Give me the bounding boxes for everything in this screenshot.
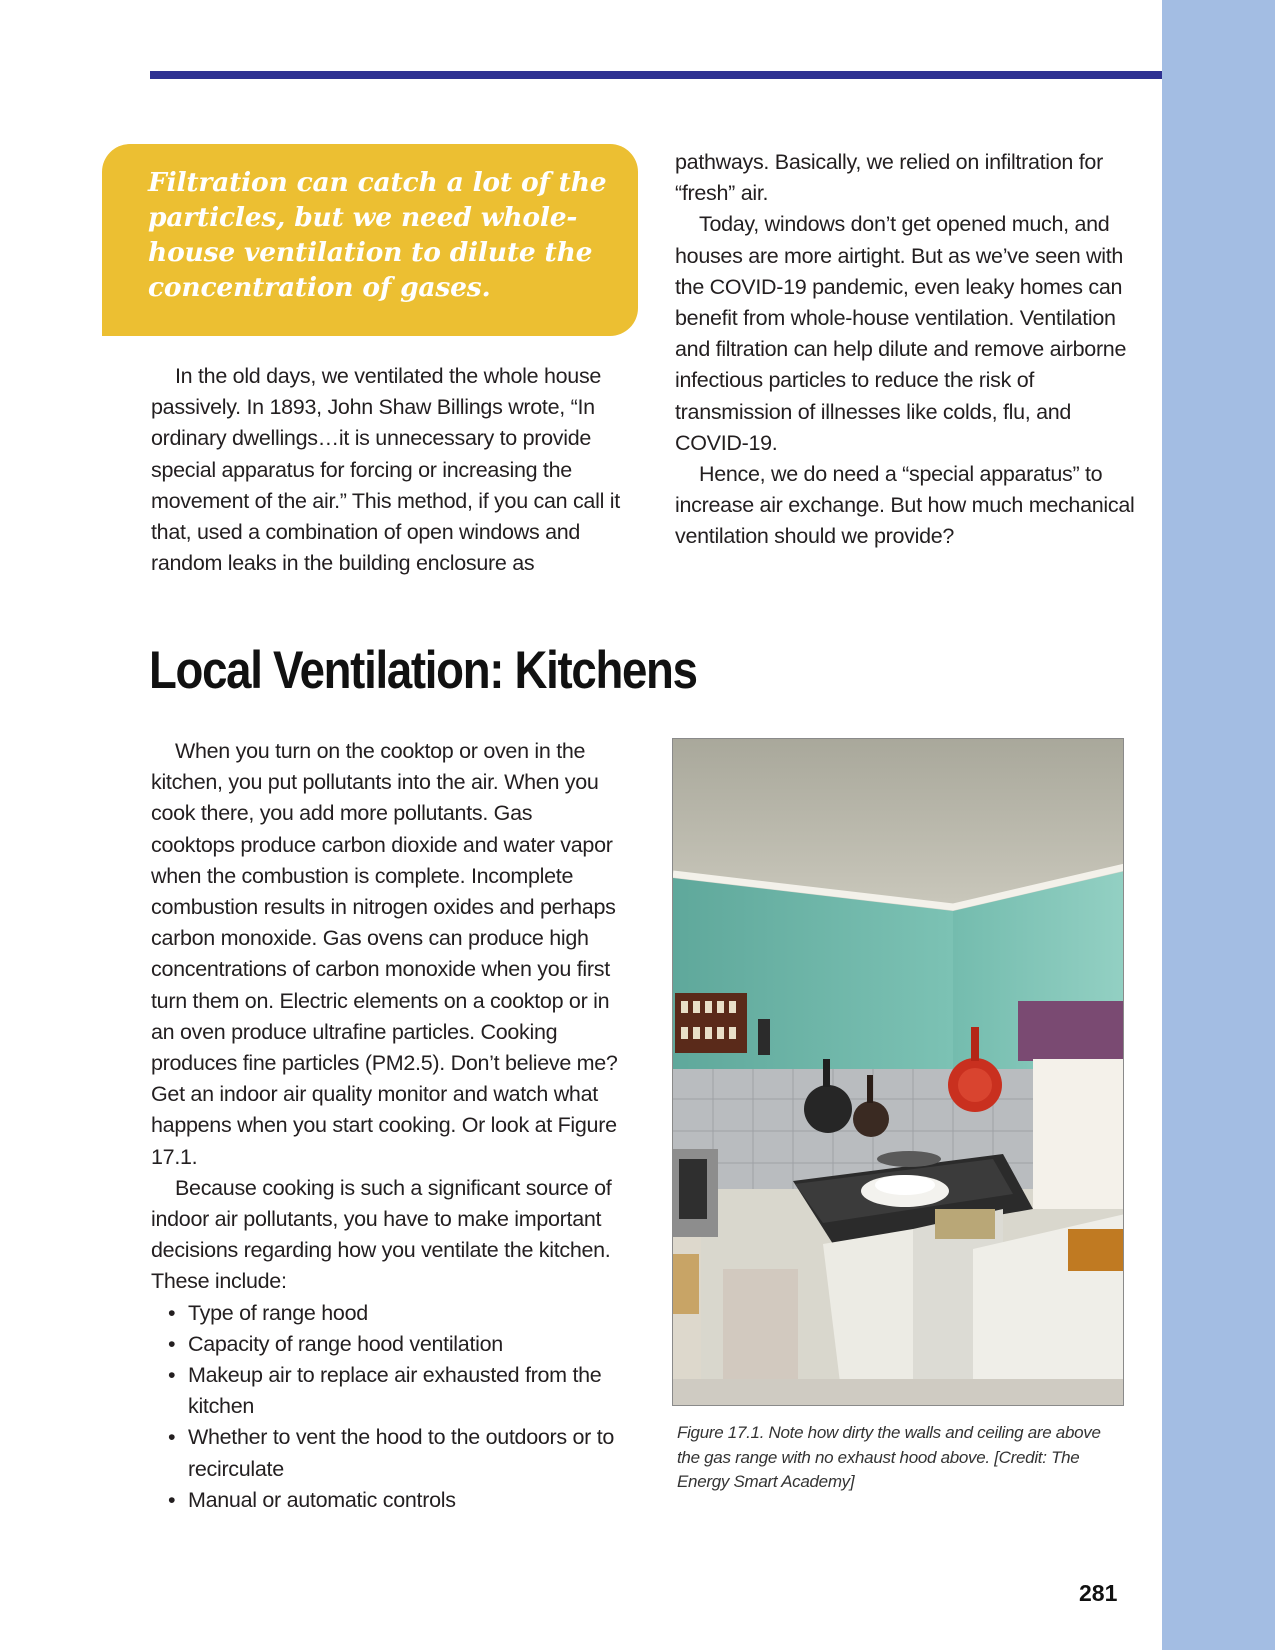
intro-paragraph: Today, windows don’t get opened much, and houses are more airtight. But as we’ve seen with the COVID-19 pandemic, even leaky homes can benefit from whole-house ventilation. Ventilation and filtration can help dilute and remove airborne infectious particles to reduce the risk of transmission of illnesses like colds, flu, and COVID-19.	[675, 212, 1127, 455]
pull-quote-callout	[102, 144, 638, 336]
top-rule	[150, 71, 1162, 79]
intro-left-column	[151, 361, 621, 579]
pull-quote-text: Filtration can catch a lot of the particles, but we need whole-house ventilation to dilute the concentration of gases.	[148, 167, 607, 303]
intro-paragraph: Hence, we do need a “special apparatus” to increase air exchange. But how much mechanical ventilation should we provide?	[675, 462, 1135, 549]
section-heading: Local Ventilation: Kitchens	[149, 641, 697, 700]
kitchen-photo	[672, 738, 1124, 1406]
intro-paragraph: In the old days, we ventilated the whole house passively. In 1893, John Shaw Billings wrote, “In ordinary dwellings…it is unnecessary to provide special apparatus for forcing or increasing the movement of the air.” This method, if you can call it that, used a combination of open windows and random leaks in the building enclosure as	[151, 364, 620, 576]
page-number: 281	[1079, 1580, 1118, 1606]
list-item: • Manual or automatic controls	[151, 1485, 621, 1516]
side-color-band	[1162, 0, 1275, 1650]
kitchen-photo-illustration	[673, 739, 1124, 1406]
section-body-column	[151, 736, 621, 1516]
decision-list	[151, 1298, 621, 1516]
list-item: • Type of range hood	[151, 1298, 621, 1329]
list-item: • Makeup air to replace air exhausted from the kitchen	[151, 1360, 621, 1422]
list-item: • Capacity of range hood ventilation	[151, 1329, 621, 1360]
figure-caption: Figure 17.1. Note how dirty the walls and ceiling are above the gas range with no exhaust hood above. [Credit: The Energy Smart Academy]	[677, 1423, 1101, 1491]
list-item: • Whether to vent the hood to the outdoors or to recirculate	[151, 1422, 621, 1484]
intro-right-column	[675, 147, 1135, 553]
body-paragraph: When you turn on the cooktop or oven in the kitchen, you put pollutants into the air. When you cook there, you add more pollutants. Gas cooktops produce carbon dioxide and water vapor when the combustion is complete. Incomplete combustion results in nitrogen oxides and perhaps carbon monoxide. Gas ovens can produce high concentrations of carbon monoxide when you first turn them on. Electric elements on a cooktop or in an oven produce ultrafine particles. Cooking produces fine particles (PM2.5). Don’t believe me? Get an indoor air quality monitor and watch what happens when you start cooking. Or look at Figure 17.1.	[151, 739, 618, 1169]
intro-paragraph: pathways. Basically, we relied on infiltration for “fresh” air.	[675, 150, 1103, 206]
body-paragraph: Because cooking is such a significant source of indoor air pollutants, you have to make important decisions regarding how you ventilate the kitchen. These include:	[151, 1175, 612, 1294]
